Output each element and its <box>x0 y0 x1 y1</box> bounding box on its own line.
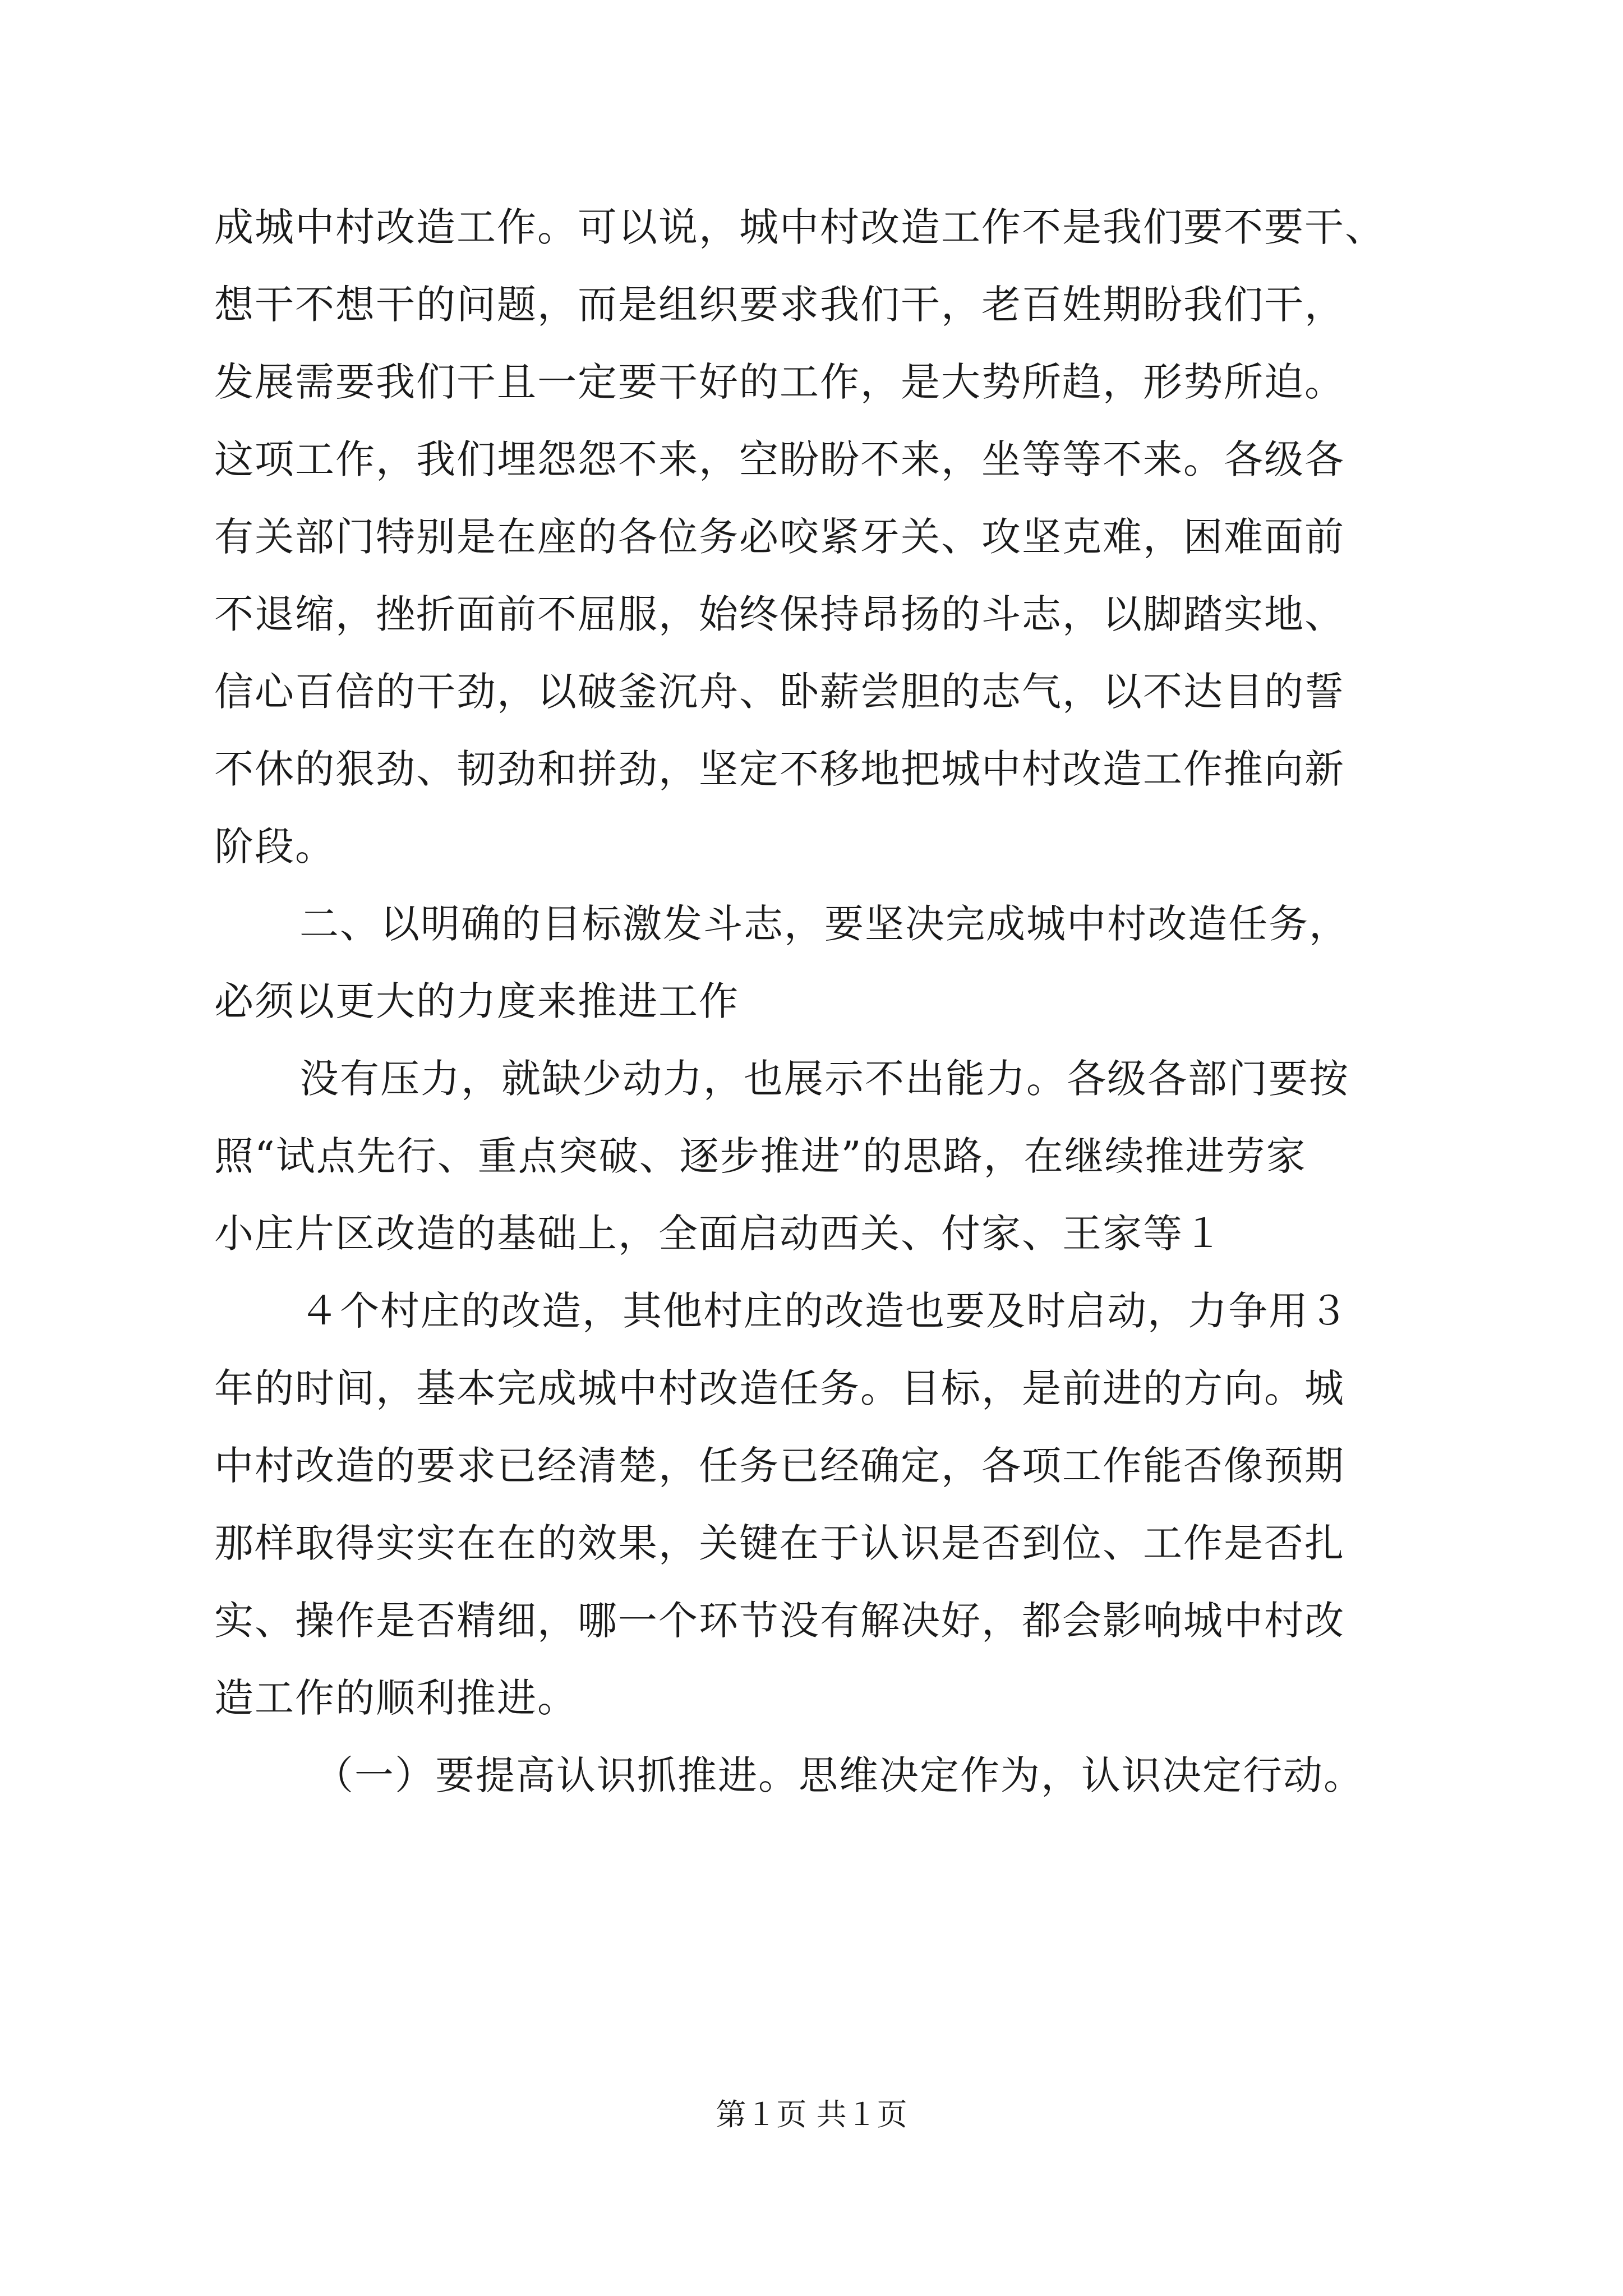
text-line: 小庄片区改造的基础上，全面启动西关、付家、王家等１ <box>214 1211 1224 1257</box>
text-line: 造工作的顺利推进。 <box>214 1675 578 1721</box>
section-heading: 二、以明确的目标激发斗志，要坚决完成城中村改造任务， <box>299 901 1349 947</box>
text-line: 年的时间，基本完成城中村改造任务。目标，是前进的方向。城 <box>214 1365 1345 1411</box>
text-line: 有关部门特别是在座的各位务必咬紧牙关、攻坚克难，困难面前 <box>214 514 1345 560</box>
text-line: 发展需要我们干且一定要干好的工作，是大势所趋，形势所迫。 <box>214 359 1345 405</box>
text-line: 不退缩，挫折面前不屈服，始终保持昂扬的斗志，以脚踏实地、 <box>214 591 1345 637</box>
text-line: 成城中村改造工作。可以说，城中村改造工作不是我们要不要干、 <box>214 204 1385 250</box>
text-line: 想干不想干的问题，而是组织要求我们干，老百姓期盼我们干， <box>214 282 1345 328</box>
section-heading-continuation: 必须以更大的力度来推进工作 <box>214 978 739 1024</box>
text-line: 那样取得实实在在的效果，关键在于认识是否到位、工作是否扎 <box>214 1520 1345 1566</box>
text-line: 这项工作，我们埋怨怨不来，空盼盼不来，坐等等不来。各级各 <box>214 436 1345 482</box>
paragraph-first-line: 没有压力，就缺少动力，也展示不出能力。各级各部门要按 <box>299 1056 1349 1102</box>
text-line: 中村改造的要求已经清楚，任务已经确定，各项工作能否像预期 <box>214 1443 1345 1489</box>
text-line: 照“试点先行、重点突破、逐步推进”的思路，在继续推进劳家 <box>214 1133 1307 1179</box>
paragraph-first-line: ４个村庄的改造，其他村庄的改造也要及时启动，力争用３ <box>299 1288 1349 1334</box>
text-line: 实、操作是否精细，哪一个环节没有解决好，都会影响城中村改 <box>214 1598 1345 1644</box>
subsection-heading: （一）要提高认识抓推进。思维决定作为，认识决定行动。 <box>314 1752 1364 1798</box>
text-line: 阶段。 <box>214 823 335 869</box>
text-line: 不休的狠劲、韧劲和拼劲，坚定不移地把城中村改造工作推向新 <box>214 746 1345 792</box>
text-line: 信心百倍的干劲，以破釜沉舟、卧薪尝胆的志气，以不达目的誓 <box>214 669 1345 715</box>
page-footer: 第１页 共１页 <box>716 2097 907 2132</box>
